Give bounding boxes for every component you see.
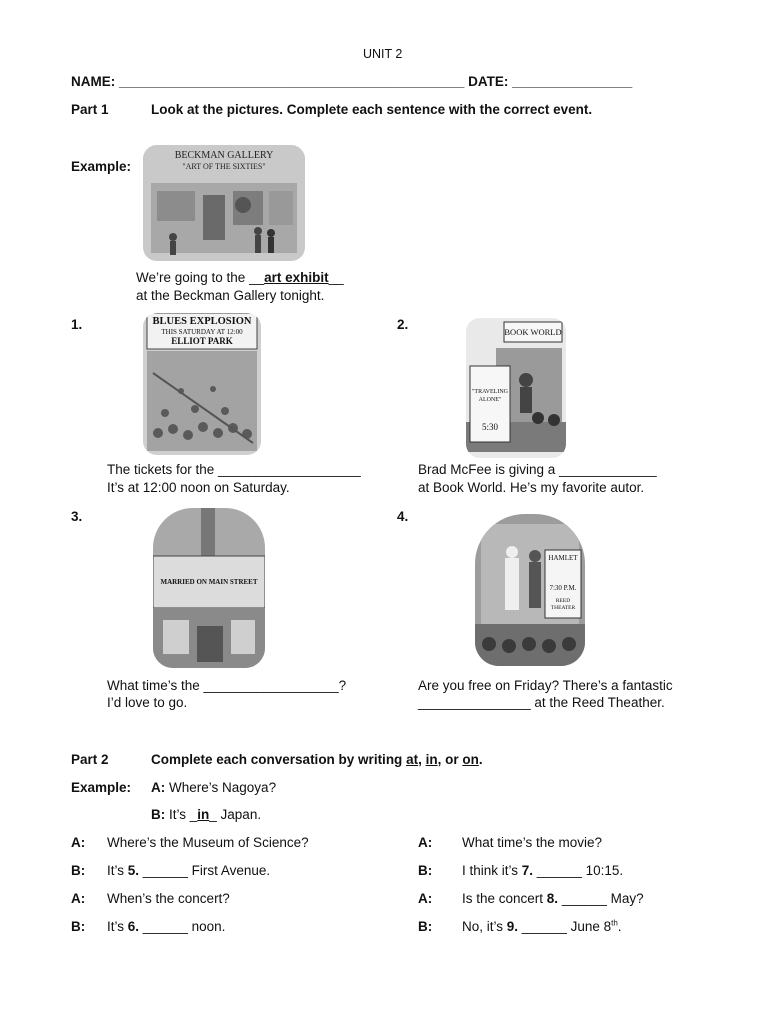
left-line-4-pre: It’s <box>107 919 128 934</box>
unit-title: UNIT 2 <box>363 47 403 61</box>
instruction-end: . <box>478 752 483 767</box>
question-8-number: 8. <box>546 891 559 906</box>
date-label: DATE: <box>468 74 509 89</box>
example-post: __ <box>328 270 344 285</box>
concert-sign-line1: BLUES EXPLOSION <box>152 316 252 327</box>
option-on: on <box>462 752 479 767</box>
right-line-2 <box>462 863 623 878</box>
example-label: Example: <box>71 159 132 174</box>
gallery-sign-line2: "ART OF THE SIXTIES" <box>182 162 266 171</box>
right-line-4-end: . <box>617 919 622 934</box>
part1-instruction: Look at the pictures. Complete each sentence with the correct event. <box>151 102 593 117</box>
name-blank: ______________________________________________ <box>119 74 465 89</box>
item3-line1: What time’s the __________________? <box>107 678 347 693</box>
item2-line2: at Book World. He’s my favorite autor. <box>418 480 645 495</box>
ordinal-suffix: th <box>611 918 618 928</box>
separator-2: , or <box>437 752 463 767</box>
example-b-post: _ Japan. <box>209 807 262 822</box>
name-label: NAME: <box>71 74 116 89</box>
example-pre: We’re going to the __ <box>136 270 265 285</box>
left-line-1-text: Where’s the Museum of Science? <box>107 835 309 850</box>
example-b-line <box>151 807 261 822</box>
item3-line2: I’d love to go. <box>107 695 188 710</box>
right-speaker-3: A: <box>418 891 433 906</box>
item4-number: 4. <box>397 509 409 524</box>
left-line-2 <box>107 863 270 878</box>
item2-line1: Brad McFee is giving a _____________ <box>418 462 657 477</box>
play-picture <box>475 514 585 666</box>
left-line-3 <box>107 891 230 906</box>
right-line-2-post: ______ 10:15. <box>533 863 624 878</box>
book-reading-picture <box>466 318 566 458</box>
separator-1: , <box>418 752 426 767</box>
item4-line1: Are you free on Friday? There’s a fantastic <box>418 678 673 693</box>
left-line-1 <box>107 835 309 850</box>
item2-number: 2. <box>397 317 409 332</box>
concert-sign-line2: THIS SATURDAY AT 12:00 <box>161 328 243 336</box>
example-sentence-line1 <box>136 270 344 285</box>
item1-line2: It’s at 12:00 noon on Saturday. <box>107 480 290 495</box>
example-b-pre: It’s _ <box>169 807 198 822</box>
right-line-4 <box>462 919 622 934</box>
book-sign-line3: 5:30 <box>481 422 498 432</box>
left-speaker-3: A: <box>71 891 86 906</box>
option-at: at <box>406 752 419 767</box>
question-6-number: 6. <box>127 919 140 934</box>
item3-number: 3. <box>71 509 83 524</box>
left-speaker-4: B: <box>71 919 86 934</box>
right-line-3-pre: Is the concert <box>462 891 547 906</box>
right-line-2-pre: I think it’s <box>462 863 522 878</box>
concert-picture <box>143 313 261 455</box>
question-9-number: 9. <box>506 919 519 934</box>
item1-line1: The tickets for the ___________________ <box>107 462 361 477</box>
item4-line2: _______________ at the Reed Theather. <box>418 695 665 710</box>
example-answer: art exhibit <box>264 270 329 285</box>
right-speaker-1: A: <box>418 835 433 850</box>
example-b-speaker: B: <box>151 807 166 822</box>
left-line-2-pre: It’s <box>107 863 128 878</box>
left-line-3-text: When’s the concert? <box>107 891 230 906</box>
right-line-3-post: ______ May? <box>558 891 644 906</box>
example-sentence-line2: at the Beckman Gallery tonight. <box>136 288 325 303</box>
left-line-4-post: ______ noon. <box>139 919 226 934</box>
name-line <box>71 74 632 89</box>
example-b-answer: in <box>197 807 210 822</box>
right-speaker-2: B: <box>418 863 433 878</box>
play-sign-line2: 7:30 P.M. <box>549 584 577 592</box>
book-sign-line2: "TRAVELING ALONE" <box>471 389 508 403</box>
date-blank: ________________ <box>512 74 633 89</box>
left-speaker-1: A: <box>71 835 86 850</box>
play-sign-line1: HAMLET <box>548 554 578 562</box>
example-a-text: Where’s Nagoya? <box>169 780 277 795</box>
right-line-4-pre: No, it’s <box>462 919 507 934</box>
right-line-1-text: What time’s the movie? <box>462 835 603 850</box>
play-sign-line3: REED THEATER <box>550 598 576 611</box>
part2-instruction-text: Complete each conversation by writing <box>151 752 407 767</box>
part1-label: Part 1 <box>71 102 109 117</box>
right-speaker-4: B: <box>418 919 433 934</box>
example-a-line <box>151 780 276 795</box>
right-line-4-post: ______ June 8 <box>518 919 612 934</box>
part2-instruction <box>151 752 483 767</box>
question-5-number: 5. <box>127 863 140 878</box>
right-line-1 <box>462 835 602 850</box>
left-speaker-2: B: <box>71 863 86 878</box>
gallery-sign-line1: BECKMAN GALLERY <box>174 150 274 161</box>
movie-theater-picture <box>153 508 265 668</box>
right-line-3 <box>462 891 644 906</box>
option-in: in <box>425 752 438 767</box>
part2-label: Part 2 <box>71 752 109 767</box>
part2-example-label: Example: <box>71 780 132 795</box>
question-7-number: 7. <box>521 863 534 878</box>
book-sign-line1: BOOK WORLD <box>504 327 562 337</box>
left-line-2-post: ______ First Avenue. <box>139 863 271 878</box>
concert-sign-line3: ELLIOT PARK <box>171 336 233 346</box>
item1-number: 1. <box>71 317 83 332</box>
example-a-speaker: A: <box>151 780 166 795</box>
gallery-picture <box>143 145 305 261</box>
movie-sign-line1: MARRIED ON MAIN STREET <box>160 578 258 586</box>
left-line-4 <box>107 919 225 934</box>
